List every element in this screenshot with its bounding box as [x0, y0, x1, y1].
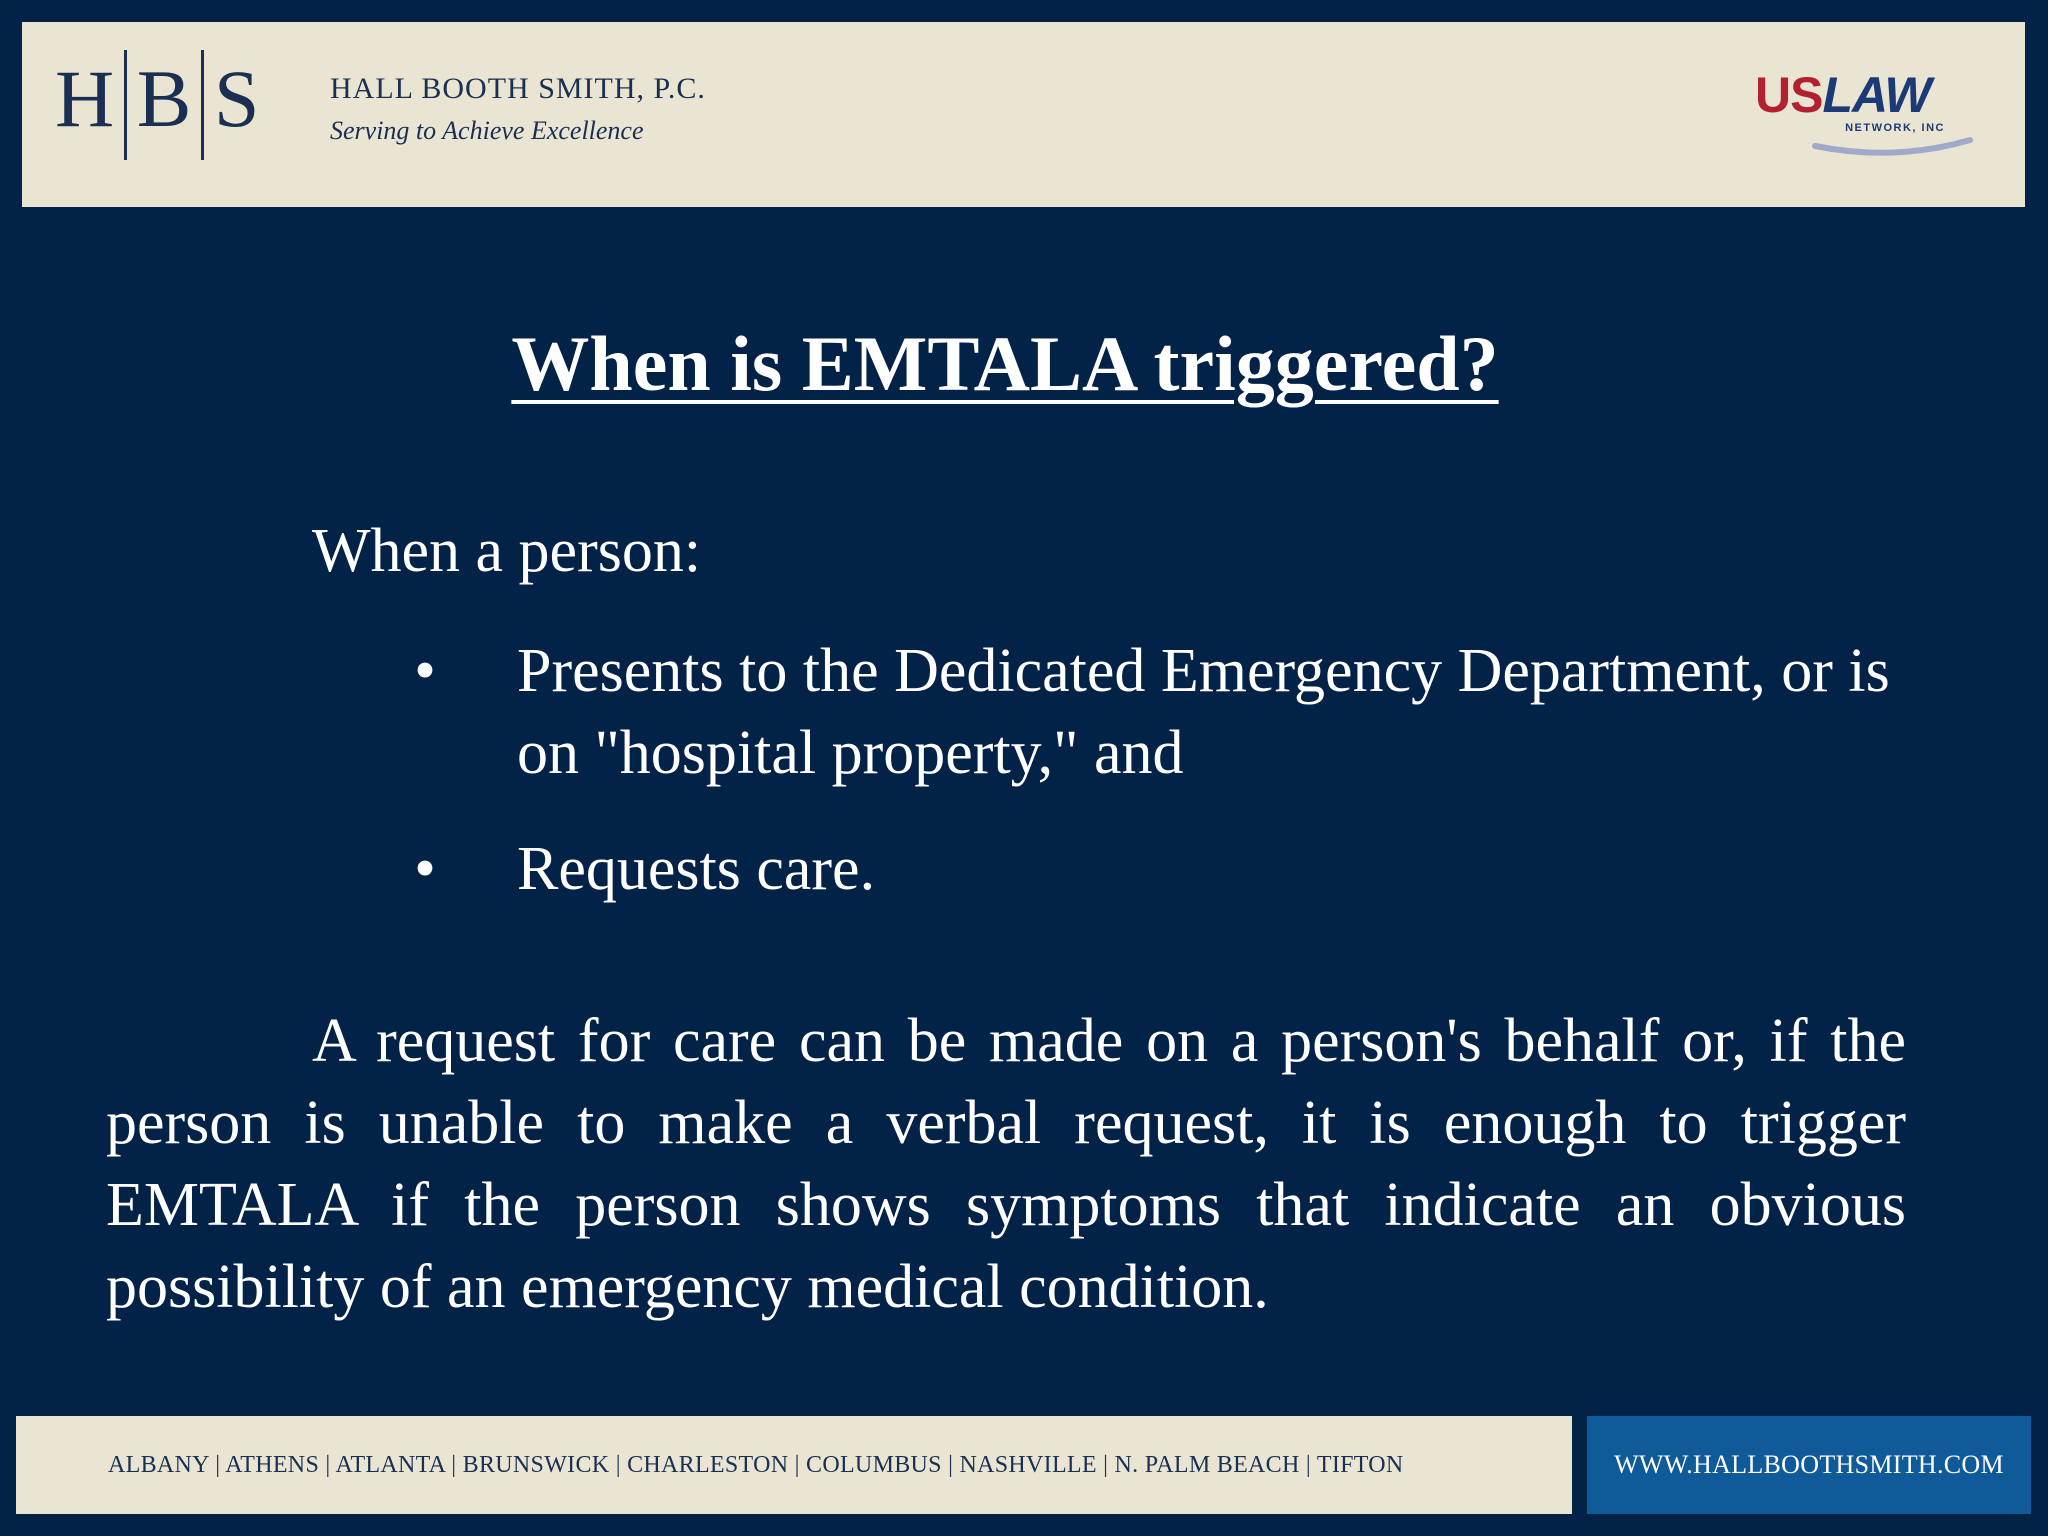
firm-tagline: Serving to Achieve Excellence: [330, 116, 644, 145]
list-item: [405, 828, 1925, 910]
bullet-icon: •: [414, 637, 436, 705]
header-band: [22, 22, 2025, 207]
footer-url-band: [1587, 1416, 2031, 1514]
uslaw-logo: [1755, 67, 1975, 160]
bullet-text: Presents to the Dedicated Emergency Department, or is on "hospital property," and: [517, 637, 1890, 787]
slide-title: [0, 320, 2010, 407]
uslaw-us-text: US: [1755, 67, 1823, 123]
bullet-text: Requests care.: [517, 835, 876, 903]
intro-line: When a person:: [312, 517, 702, 585]
logo-letter-s: S: [213, 53, 260, 144]
firm-block: [330, 74, 706, 144]
footer-cities-band: [16, 1416, 1572, 1514]
list-item: [405, 630, 1925, 794]
body-paragraph: A request for care can be made on a person's behalf or, if the person is unable to make a verbal request, it is enough to trigger EMTALA if the person shows symptoms that indicate an obvious possibility of an emergency medical condition.: [106, 1007, 1906, 1321]
footer-city-list: ALBANY | ATHENS | ATLANTA | BRUNSWICK | CHARLESTON | COLUMBUS | NASHVILLE | N. PALM BEACH | TIFTON: [108, 1451, 1404, 1478]
uslaw-law-text: LAW: [1822, 67, 1931, 123]
hbs-logo: [55, 30, 260, 170]
logo-letter-b: B: [136, 53, 192, 144]
uslaw-wordmark: [1755, 67, 1931, 123]
website-link[interactable]: WWW.HALLBOOTHSMITH.COM: [1614, 1450, 2004, 1479]
bullet-list: [405, 630, 1925, 944]
logo-divider: [124, 50, 127, 160]
slide-title-text: When is EMTALA triggered?: [511, 320, 1499, 407]
logo-letter-h: H: [55, 53, 115, 144]
bullet-icon: •: [414, 835, 436, 903]
logo-divider: [201, 50, 204, 160]
uslaw-network-text: NETWORK, INC: [1845, 122, 1945, 134]
firm-name: HALL BOOTH SMITH, P.C.: [330, 72, 706, 105]
